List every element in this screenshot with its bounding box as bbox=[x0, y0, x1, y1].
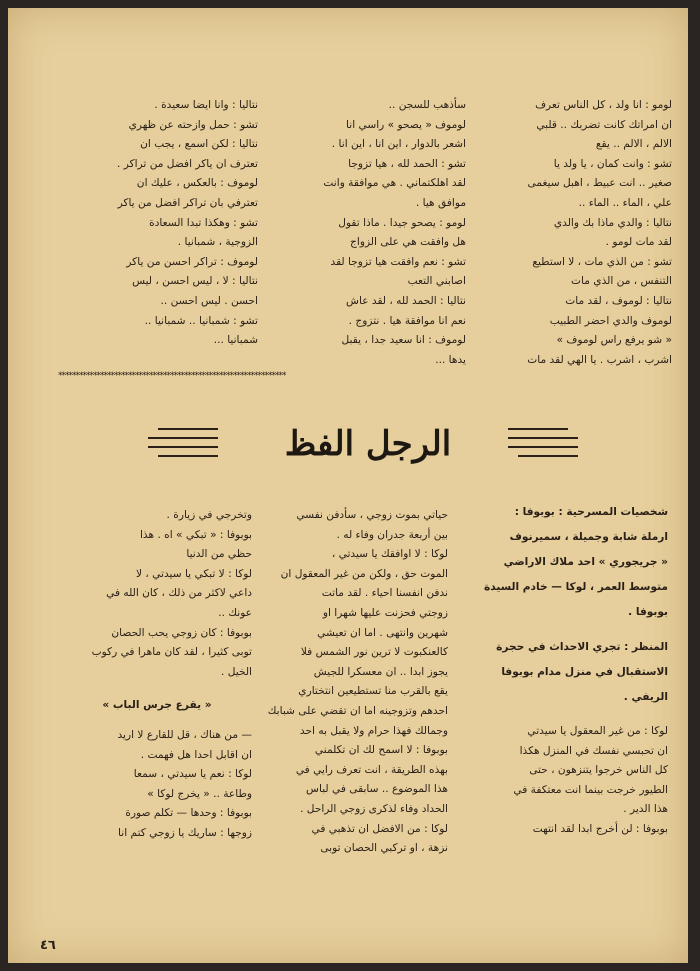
text-line: سأذهب للسجن .. bbox=[388, 99, 466, 111]
text-line: بوبوفا : كان زوجي يحب الحصان bbox=[111, 626, 252, 639]
text-line: حظي من الدنيا bbox=[186, 548, 252, 561]
title-lines-right bbox=[508, 428, 578, 464]
page-number: ٤٦ bbox=[40, 938, 56, 953]
text-line: نتاليا : لكن اسمع ، يجب ان bbox=[140, 138, 258, 151]
text-line: بهذه الطريقة ، انت تعرف رايي في bbox=[295, 763, 448, 776]
text-line: ان اقابل احدا هل فهمت . bbox=[140, 748, 252, 761]
text-line: لوموف والدي احضر الطبيب bbox=[549, 314, 672, 327]
title-block bbox=[128, 416, 608, 476]
text-line: داعي لاكثر من ذلك ، كان الله في bbox=[106, 587, 252, 600]
title-lines-left bbox=[148, 428, 218, 464]
text-line: زوجها : ساريك يا زوجي كتم انا bbox=[118, 826, 252, 839]
text-line: تشو : الحمد لله ، هيا تزوجا bbox=[348, 157, 466, 170]
text-line: لوكا : لا اوافقك يا سيدتي ، bbox=[331, 548, 448, 561]
text-line: نزهة ، او تركبي الحصان توبى bbox=[320, 842, 448, 855]
scene-description bbox=[458, 635, 668, 710]
text-line: شخصيات المسرحية : بوبوفا : bbox=[514, 506, 668, 518]
text-line: الاستقبال في منزل مدام بوبوفا bbox=[501, 666, 668, 678]
text-line: موافق هيا . bbox=[415, 196, 466, 209]
text-line: توبى كثيرا ، لقد كان ماهرا في ركوب bbox=[91, 646, 252, 659]
text-line: نتاليا : لوموف ، لقد مات bbox=[565, 294, 672, 307]
text-line: حياتي بموت زوجي ، سأدفن نفسي bbox=[296, 509, 448, 521]
text-line: بوبوفا . bbox=[628, 606, 668, 618]
text-line: شهرين وانتهى . اما ان تعيشي bbox=[317, 626, 448, 639]
article-title: الرجل الفظ bbox=[284, 424, 452, 464]
text-line: اصابني التعب bbox=[407, 275, 466, 288]
text-line: نتاليا : الحمد لله ، لقد عاش bbox=[346, 294, 466, 307]
top-column-left bbox=[62, 96, 258, 351]
text-line: نتاليا : والدي ماذا بك والدي bbox=[553, 216, 672, 229]
text-line: تشو : نعم وافقت هيا تزوجا لقد bbox=[330, 255, 466, 268]
text-line: نتاليا : لا ، ليس احسن ، ليس bbox=[132, 275, 258, 288]
text-line: لوموف : تراكر احسن من ياكر bbox=[126, 255, 258, 268]
magazine-page bbox=[8, 8, 688, 963]
text-line: لوموف : بالعكس ، عليك ان bbox=[136, 177, 258, 190]
text-line: تشو : وهكذا تبدا السعادة bbox=[149, 216, 258, 229]
text-line: لقد اهلكتماني . هي موافقة وانت bbox=[323, 177, 466, 190]
top-column-right bbox=[476, 96, 672, 370]
text-line: الخيل . bbox=[221, 665, 252, 678]
text-line: لوموف « يصحو » راسي انا bbox=[346, 118, 466, 131]
text-line: « جريجوري » احد ملاك الاراضي bbox=[503, 556, 668, 568]
top-column-middle bbox=[270, 96, 466, 370]
text-line: تعترف ان ياكر افضل من تراكر . bbox=[116, 157, 258, 170]
text-line: يدها ... bbox=[435, 353, 466, 366]
text-line: الحداد وفاء لذكرى زوجي الراحل . bbox=[300, 802, 448, 815]
dialog-part-b bbox=[62, 726, 252, 844]
text-line: شمبانيا ... bbox=[213, 334, 258, 347]
section-divider: ***************************************************************** bbox=[58, 371, 286, 381]
cast-list bbox=[458, 500, 668, 625]
text-line: — من هناك ، قل للقارع لا اريد bbox=[117, 728, 252, 741]
text-line: تشو : من الذي مات ، لا استطيع bbox=[532, 255, 672, 268]
text-line: تعترفي بان تراكر افضل من ياكر bbox=[117, 196, 258, 209]
text-line: يجوز ابدا .. ان معسكرا للجيش bbox=[313, 665, 448, 678]
text-line: وطاعة .. « يخرج لوكا » bbox=[147, 787, 252, 800]
text-line: بوبوفا : وحدها — تكلم صورة bbox=[125, 807, 252, 820]
text-line: تشو : شمبانيا .. شمبانيا .. bbox=[144, 314, 258, 327]
text-line: لوكا : لا تبكي يا سيدتي ، لا bbox=[135, 567, 252, 580]
text-line: الموت حق ، ولكن من غير المعقول ان bbox=[280, 567, 448, 580]
text-line: زوجتي فحزنت عليها شهرا او bbox=[322, 606, 448, 619]
text-line: نعم انا موافقة هيا . نتزوج . bbox=[348, 314, 466, 327]
text-line: الطيور خرجت بينما انت معتكفة في bbox=[513, 783, 668, 796]
text-line: ارملة شابة وجميلة ، سميرنوف bbox=[509, 531, 668, 543]
bottom-column-left bbox=[62, 506, 252, 844]
text-line: لومو : انا ولد ، كل الناس تعرف bbox=[535, 99, 672, 111]
text-line: صغير .. انت عبيط ، اهبل سيغمى bbox=[527, 177, 672, 190]
text-line: بين أربعة جدران وفاء له . bbox=[336, 528, 448, 541]
text-line: الريفي . bbox=[623, 691, 668, 703]
text-line: هذا الدير . bbox=[623, 803, 668, 816]
text-line: علي ، الماء .. الماء .. bbox=[578, 196, 672, 209]
text-line: احدهم وتزوجينه اما ان تقضي على شبابك bbox=[267, 704, 448, 717]
text-line: اشرب ، اشرب . يا الهي لقد مات bbox=[527, 353, 672, 366]
text-line: ان تحبسي نفسك في المنزل هكذا bbox=[519, 744, 668, 757]
text-line: كل الناس خرجوا يتنزهون ، حتى bbox=[529, 764, 668, 777]
text-line: وتخرجي في زيارة . bbox=[166, 509, 252, 521]
text-line: يقع بالقرب منا تستطيعين انتختاري bbox=[298, 685, 448, 698]
text-line: لوكا : نعم يا سيدتي ، سمعا bbox=[133, 768, 252, 781]
text-line: لقد مات لومو . bbox=[605, 236, 672, 249]
stage-direction: « يقرع جرس الباب » bbox=[102, 699, 212, 712]
text-line: اشعر بالدوار ، اين انا ، اين انا . bbox=[331, 138, 466, 151]
text-line: لوكا : من الافضل ان تذهبي في bbox=[311, 822, 448, 835]
text-line: نتاليا : وانا ايضا سعيدة . bbox=[154, 99, 258, 111]
text-line: « شو يرفع راس لوموف » bbox=[556, 334, 672, 347]
text-line: كالعنكبوت لا ترين نور الشمس فلا bbox=[300, 646, 448, 659]
text-line: لوكا : من غير المعقول يا سيدتي bbox=[527, 725, 668, 737]
dialog-part-a bbox=[62, 506, 252, 682]
text-line: هذا الموضوع .. سابقى في لباس bbox=[306, 783, 448, 796]
text-line: لوموف : انا سعيد جدا ، يقبل bbox=[341, 334, 466, 347]
text-line: عونك .. bbox=[218, 606, 252, 619]
text-line: متوسط العمر ، لوكا — خادم السيدة bbox=[484, 581, 668, 593]
text-line: ندفن انفسنا احياء . لقد ماتت bbox=[321, 587, 448, 600]
text-line: بوبوفا : « تبكي » اه . هذا bbox=[139, 528, 252, 541]
text-line: بوبوفا : لا اسمح لك ان تكلمني bbox=[314, 744, 448, 757]
text-line: وجمالك فهذا حرام ولا يقبل به احد bbox=[299, 724, 448, 737]
text-line: ان امراتك كانت تضربك .. قلبي bbox=[536, 118, 672, 131]
text-line: المنظر : تجري الاحداث في حجرة bbox=[496, 641, 668, 653]
text-line: بوبوفا : لن أخرج ابدا لقد انتهت bbox=[532, 822, 668, 835]
opening-dialog bbox=[458, 722, 668, 840]
text-line: تشو : وانت كمان ، يا ولد يا bbox=[553, 157, 672, 170]
bottom-column-right bbox=[458, 500, 668, 840]
text-line: الالم ، الالم .. يقع bbox=[595, 138, 672, 151]
text-line: الزوجية ، شمبانيا . bbox=[177, 236, 258, 249]
text-line: هل وافقت هي على الزواج bbox=[350, 236, 466, 249]
text-line: التنفس ، من الذي مات bbox=[571, 275, 672, 288]
text-line: احسن . ليس احسن .. bbox=[160, 294, 258, 307]
text-line: لومو : يصحو جيدا . ماذا تقول bbox=[338, 216, 466, 229]
bottom-column-middle bbox=[266, 506, 448, 859]
text-line: تشو : حمل وازحته عن ظهري bbox=[128, 118, 258, 131]
